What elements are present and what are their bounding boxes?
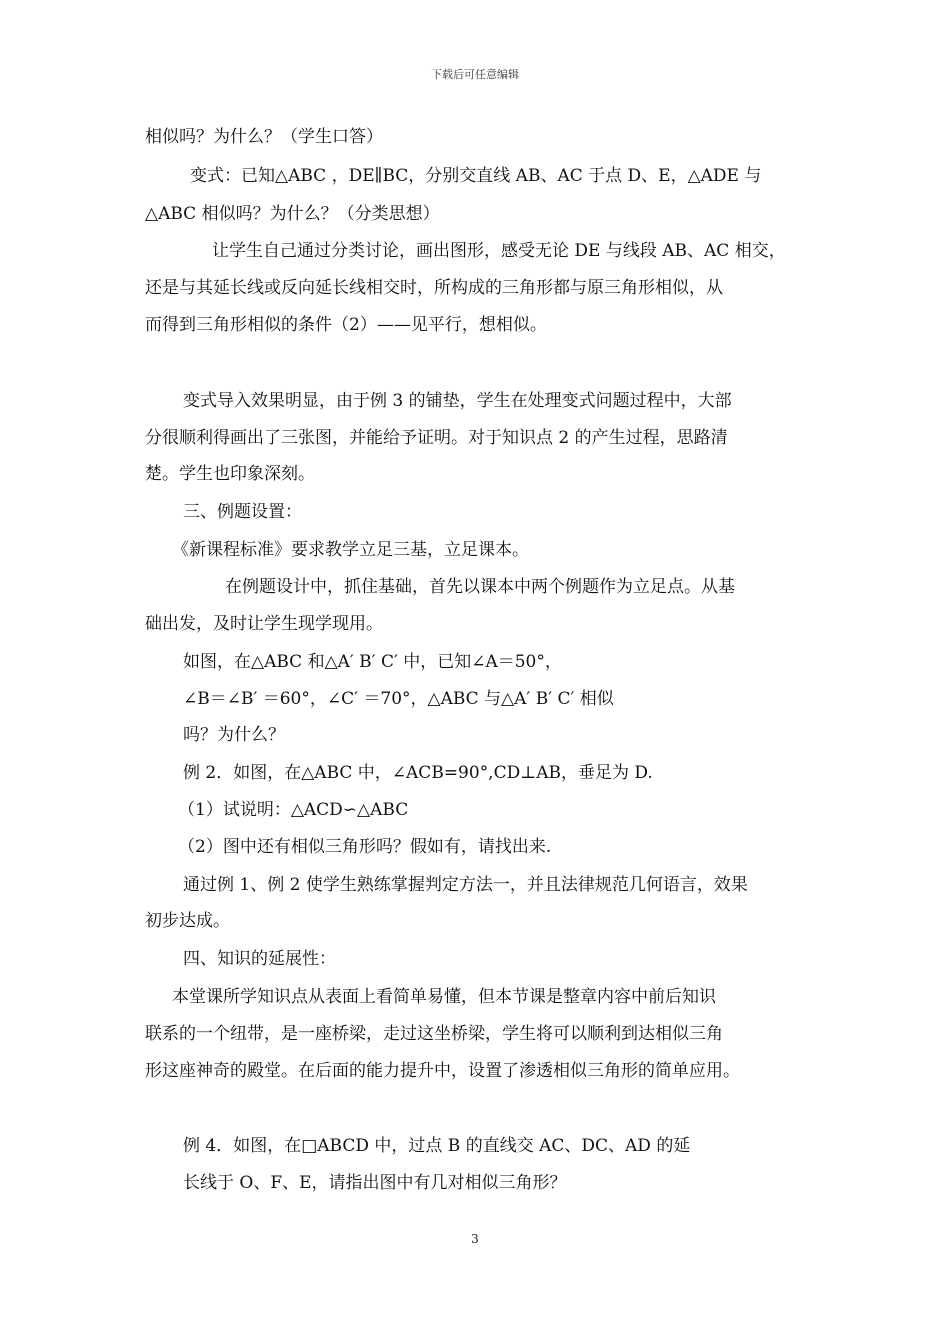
- text-line: 础出发，及时让学生现学现用。: [145, 614, 383, 634]
- text-line: 如图，在△ABC 和△A′ B′ C′ 中，已知∠A＝50°，: [183, 652, 562, 672]
- text-line: 变式导入效果明显，由于例 3 的铺垫，学生在处理变式问题过程中，大部: [183, 391, 732, 411]
- text-line: 变式：已知△ABC ，DE∥BC，分别交直线 AB、AC 于点 D、E，△ADE 与: [190, 166, 762, 186]
- section-heading: 四、知识的延展性：: [183, 949, 336, 969]
- text-line: 初步达成。: [145, 911, 230, 931]
- text-line: 通过例 1、例 2 使学生熟练掌握判定方法一，并且法律规范几何语言，效果: [183, 875, 748, 895]
- text-line: 而得到三角形相似的条件（2）——见平行，想相似。: [145, 315, 547, 335]
- text-line: 例 2．如图，在△ABC 中，∠ACB=90°,CD⊥AB，垂足为 D.: [183, 763, 653, 783]
- text-line: 在例题设计中，抓住基础，首先以课本中两个例题作为立足点。从基: [225, 577, 735, 597]
- text-line: 《新课程标准》要求教学立足三基，立足课本。: [172, 540, 529, 560]
- text-line: 本堂课所学知识点从表面上看简单易懂，但本节课是整章内容中前后知识: [172, 987, 716, 1007]
- text-line: 例 4．如图，在□ABCD 中，过点 B 的直线交 AC、DC、AD 的延: [183, 1136, 691, 1156]
- text-line: 楚。学生也印象深刻。: [145, 464, 315, 484]
- text-line: 让学生自己通过分类讨论，画出图形，感受无论 DE 与线段 AB、AC 相交，: [212, 241, 786, 261]
- page-header: 下载后可任意编辑: [431, 68, 519, 81]
- page-number: 3: [471, 1232, 479, 1246]
- section-heading: 三、例题设置：: [183, 502, 302, 522]
- text-line: 分很顺利得画出了三张图，并能给予证明。对于知识点 2 的产生过程，思路清: [145, 428, 728, 448]
- text-line: 吗？为什么？: [183, 725, 285, 745]
- text-line: 相似吗？为什么？（学生口答）: [145, 127, 383, 147]
- text-line: ∠B＝∠B′ ＝60°，∠C′ ＝70°，△ABC 与△A′ B′ C′ 相似: [183, 689, 614, 709]
- text-line: （1）试说明：△ACD∽△ABC: [178, 800, 409, 820]
- text-line: 长线于 O、F、E，请指出图中有几对相似三角形？: [183, 1173, 567, 1193]
- text-line: 联系的一个纽带，是一座桥梁，走过这坐桥梁，学生将可以顺利到达相似三角: [145, 1024, 723, 1044]
- text-line: 还是与其延长线或反向延长线相交时，所构成的三角形都与原三角形相似，从: [145, 278, 723, 298]
- text-line: （2）图中还有相似三角形吗？假如有，请找出来.: [178, 837, 552, 857]
- text-line: 形这座神奇的殿堂。在后面的能力提升中，设置了渗透相似三角形的简单应用。: [145, 1061, 740, 1081]
- text-line: △ABC 相似吗？为什么？（分类思想）: [145, 204, 440, 224]
